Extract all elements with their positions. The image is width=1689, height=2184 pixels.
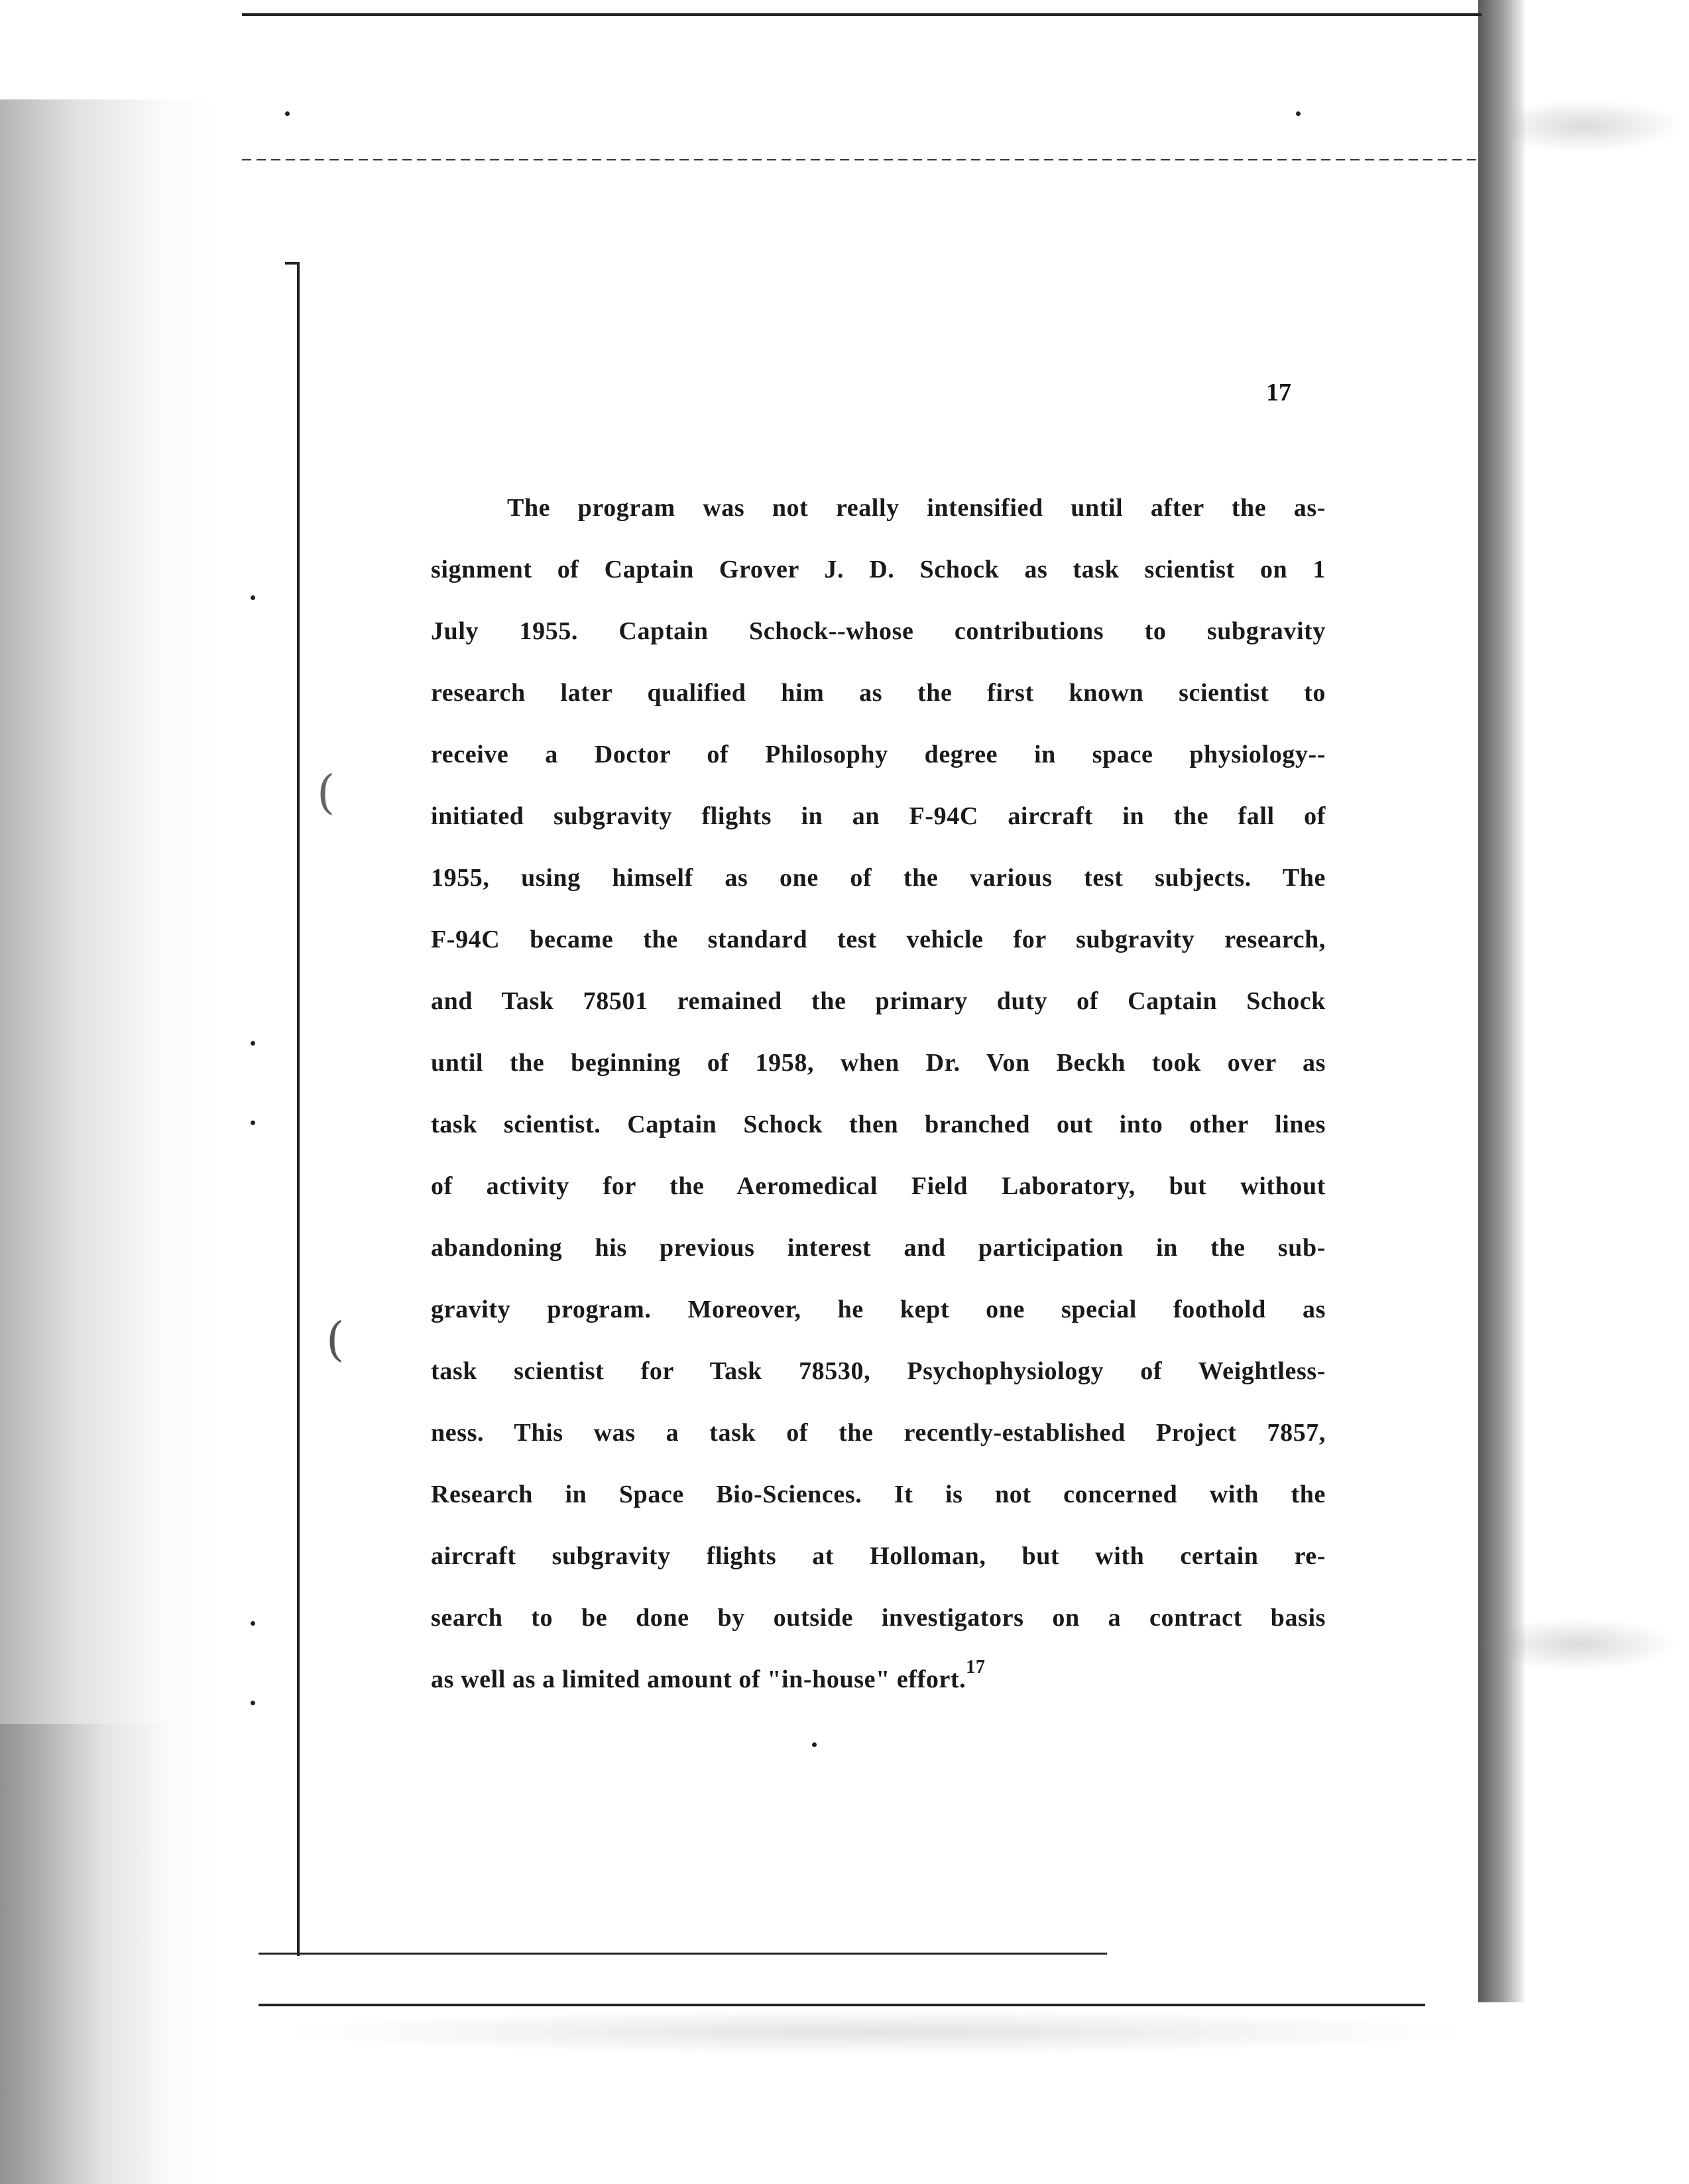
paragraph-line: signment of Captain Grover J. D. Schock as task scientist on 1 xyxy=(431,556,1326,583)
paragraph-line: F-94C became the standard test vehicle for subgravity research, xyxy=(431,926,1326,953)
paragraph-line: search to be done by outside investigators on a contract basis xyxy=(431,1604,1326,1632)
paragraph-line: abandoning his previous interest and participation in the sub- xyxy=(431,1234,1326,1262)
right-edge-shadow xyxy=(1478,0,1525,2002)
margin-dot xyxy=(1296,111,1301,116)
paragraph-line: receive a Doctor of Philosophy degree in space physiology-- xyxy=(431,741,1326,768)
margin-dot xyxy=(251,1621,255,1626)
top-dashed-line xyxy=(242,159,1482,160)
bottom-edge-speckle xyxy=(278,2009,1472,2055)
left-frame-line xyxy=(297,262,300,1956)
paragraph-line: ness. This was a task of the recently-established Project 7857, xyxy=(431,1419,1326,1447)
binder-ring-mark-upper: ( xyxy=(317,765,335,819)
paragraph-line: July 1955. Captain Schock--whose contributions to subgravity xyxy=(431,617,1326,645)
paragraph-line: aircraft subgravity flights at Holloman, but with certain re- xyxy=(431,1542,1326,1570)
paragraph-line: initiated subgravity flights in an F-94C aircraft in the fall of xyxy=(431,802,1326,830)
paragraph-line: task scientist for Task 78530, Psychophysiology of Weightless- xyxy=(431,1357,1326,1385)
paragraph-line: 1955, using himself as one of the various test subjects. The xyxy=(431,864,1326,892)
paragraph-line: Research in Space Bio-Sciences. It is not concerned with the xyxy=(431,1481,1326,1508)
binder-ring-mark-lower: ( xyxy=(326,1312,345,1366)
left-frame-top-tick xyxy=(285,262,300,265)
margin-dot xyxy=(251,1041,255,1046)
margin-dot xyxy=(251,1701,255,1705)
paragraph-line: The program was not really intensified until after the as- xyxy=(507,494,1326,522)
footnote-reference: 17 xyxy=(966,1657,986,1677)
paragraph-line: gravity program. Moreover, he kept one special foothold as xyxy=(431,1296,1326,1323)
top-border-line xyxy=(242,13,1482,16)
margin-dot xyxy=(812,1742,817,1747)
right-edge-speckle xyxy=(1485,99,1684,152)
paragraph-line: until the beginning of 1958, when Dr. Von Beckh took over as xyxy=(431,1049,1326,1077)
paragraph-line: research later qualified him as the first known scientist to xyxy=(431,679,1326,707)
paragraph-last-line xyxy=(431,1649,1326,1711)
paragraph-line: task scientist. Captain Schock then branched out into other lines xyxy=(431,1111,1326,1138)
page-number: 17 xyxy=(1266,379,1291,406)
right-edge-speckle-lower xyxy=(1478,1618,1677,1671)
bottom-border-line xyxy=(259,2004,1425,2006)
bottom-frame-line xyxy=(259,1953,1107,1955)
left-edge-shadow-bottom xyxy=(0,1724,172,2184)
paragraph-line-text: as well as a limited amount of "in-house" effort. xyxy=(431,1666,966,1693)
margin-dot xyxy=(251,1121,255,1125)
margin-dot xyxy=(251,595,255,600)
margin-dot xyxy=(285,111,290,116)
paragraph-line: and Task 78501 remained the primary duty of Captain Schock xyxy=(431,987,1326,1015)
body-paragraph xyxy=(431,477,1326,1711)
paragraph-line: of activity for the Aeromedical Field Laboratory, but without xyxy=(431,1172,1326,1200)
